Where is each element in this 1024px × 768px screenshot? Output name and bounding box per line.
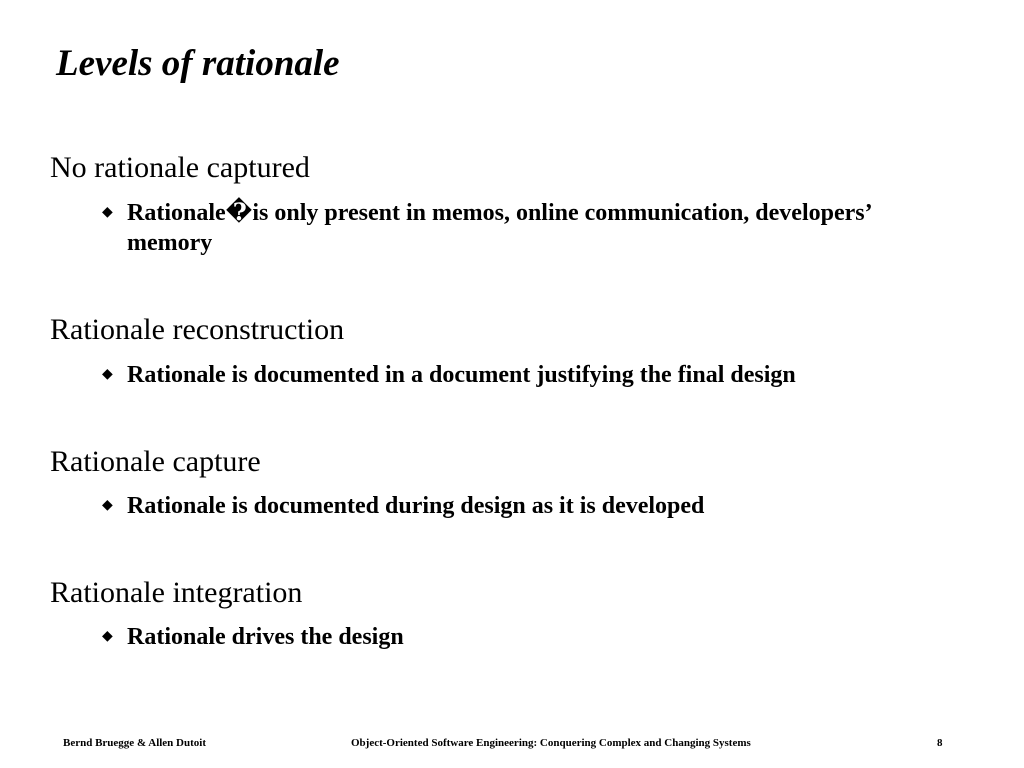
level-heading-no-rationale: No rationale captured: [50, 151, 310, 184]
diamond-icon: ◆: [102, 367, 113, 382]
level-bullet-reconstruction: [102, 360, 957, 390]
level-bullet-no-rationale: [102, 198, 957, 258]
footer-authors: Bernd Bruegge & Allen Dutoit: [63, 737, 206, 749]
bullet-text: Rationale is documented during design as it is developed: [127, 493, 705, 519]
slide-title: Levels of rationale: [56, 43, 340, 84]
level-bullet-capture: [102, 491, 957, 521]
diamond-icon: ◆: [102, 498, 113, 513]
bullet-text: Rationale is documented in a document justifying the final design: [127, 362, 796, 388]
level-heading-reconstruction: Rationale reconstruction: [50, 313, 345, 346]
level-heading-integration: Rationale integration: [50, 576, 303, 609]
footer-page-number: 8: [937, 737, 943, 749]
level-heading-capture: Rationale capture: [50, 445, 261, 478]
level-bullet-integration: [102, 622, 957, 652]
bullet-text: Rationale�is only present in memos, online communication, developers’ memory: [127, 200, 871, 256]
diamond-icon: ◆: [102, 629, 113, 644]
footer-book-title: Object-Oriented Software Engineering: Conquering Complex and Changing Systems: [351, 737, 751, 749]
diamond-icon: ◆: [102, 205, 113, 220]
bullet-text: Rationale drives the design: [127, 624, 404, 650]
